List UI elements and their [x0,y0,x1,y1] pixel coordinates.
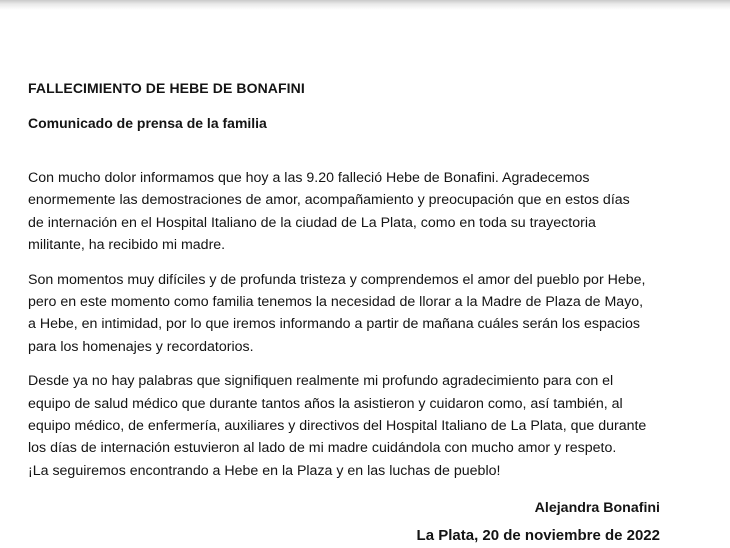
page-subtitle: Comunicado de prensa de la familia [28,115,267,131]
text-line: equipo de salud médico que durante tantos años la asistieron y cuidaron como, así también, al [28,395,623,412]
press-release [28,80,708,482]
text-line: pero en este momento como familia tenemos la necesidad de llorar a la Madre de Plaza de Mayo, [28,294,644,311]
text-line: militante, ha recibido mi madre. [28,237,226,254]
signature-place-date: La Plata, 20 de noviembre de 2022 [416,527,660,544]
paragraph-1 [28,167,708,257]
paragraph-2 [28,269,708,359]
text-line: Con mucho dolor informamos que hoy a las 9.20 falleció Hebe de Bonafini. Agradecemos [28,170,590,186]
text-line: los días de internación estuvieron al lado de mi madre cuidándola con mucho amor y respeto. [28,440,617,457]
signature-block [417,496,660,548]
page-title: FALLECIMIENTO DE HEBE DE BONAFINI [28,80,305,96]
page-top-shadow [0,0,730,10]
signature-name: Alejandra Bonafini [534,500,660,516]
text-line: enormemente las demostraciones de amor, acompañamiento y preocupación que en estos días [28,192,630,209]
text-line: para los homenajes y recordatorios. [28,338,254,355]
text-line: de internación en el Hospital Italiano de la ciudad de La Plata, como en toda su trayectoria [28,214,596,231]
text-line: ¡La seguiremos encontrando a Hebe en la Plaza y en las luchas de pueblo! [28,462,501,479]
text-line: equipo médico, de enfermería, auxiliares y directivos del Hospital Italiano de La Plata, que durante [28,418,647,435]
paragraph-3 [28,370,708,482]
text-line: Son momentos muy difíciles y de profunda tristeza y comprendemos el amor del pueblo por Hebe, [28,271,646,288]
text-line: Desde ya no hay palabras que signifiquen realmente mi profundo agradecimiento para con el [28,373,614,390]
text-line: a Hebe, en intimidad, por lo que iremos informando a partir de mañana cuáles serán los espacios [28,316,640,333]
